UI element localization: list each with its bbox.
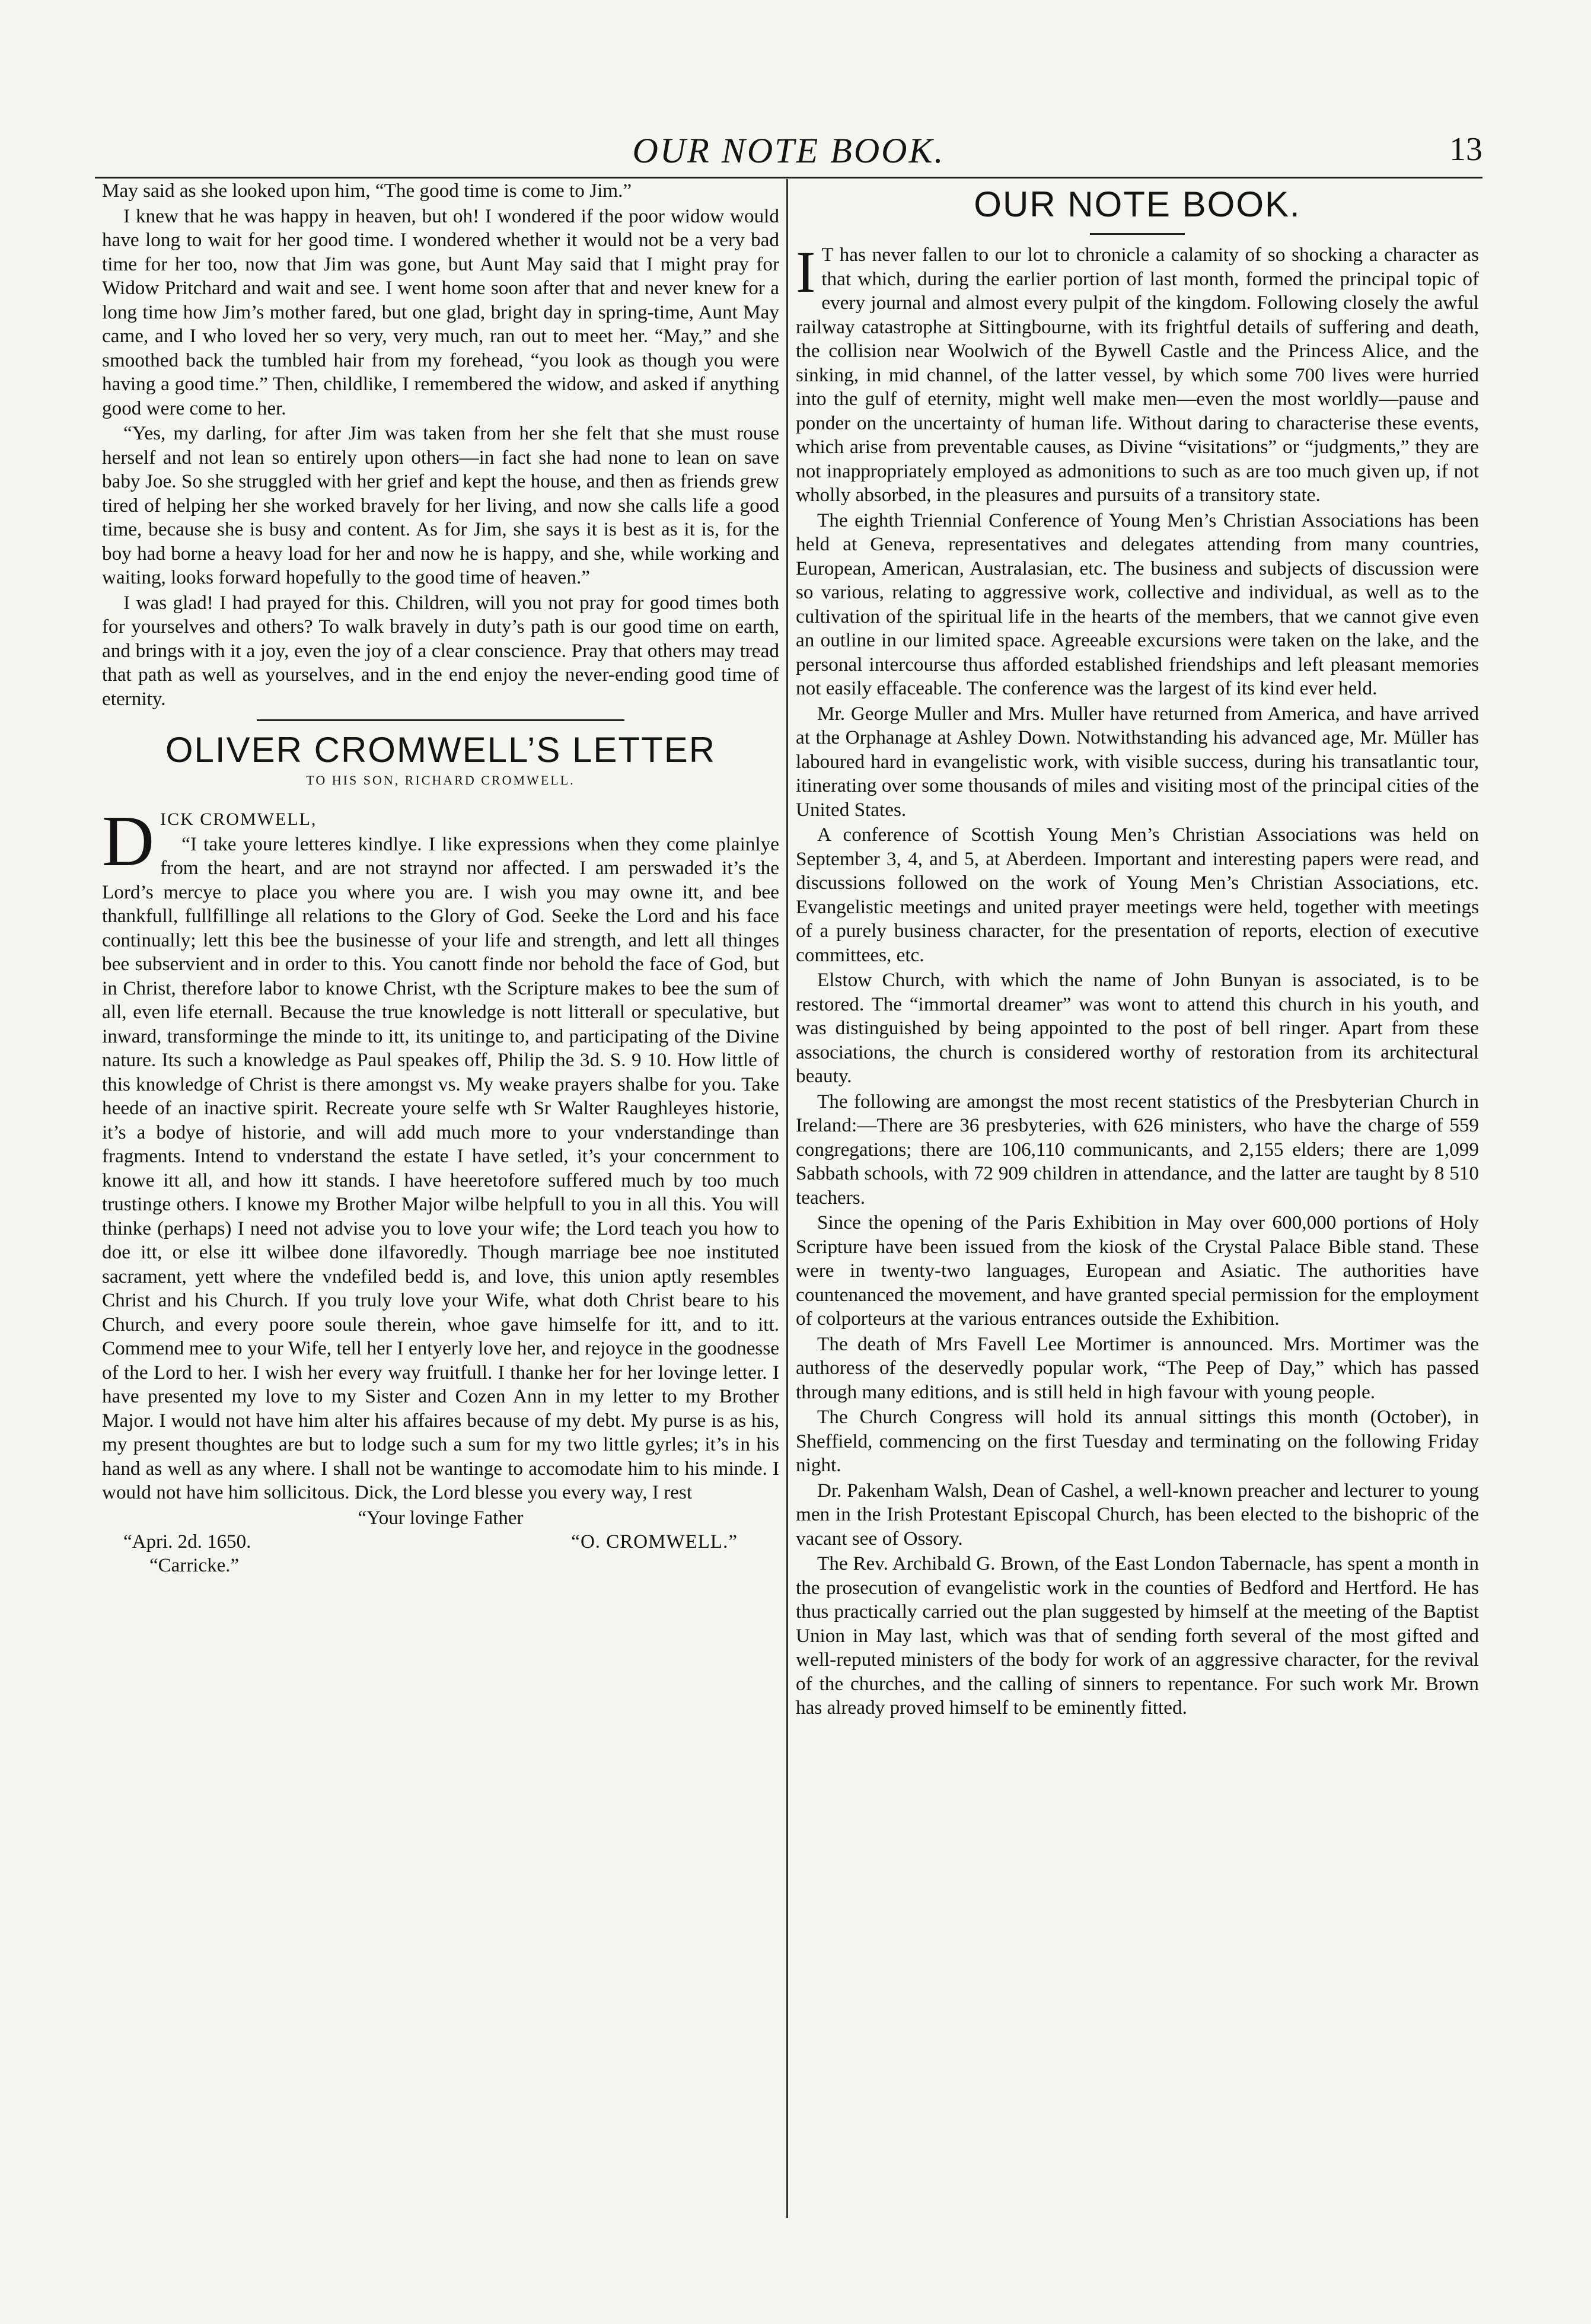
letter-closing: “Your lovinge Father [358, 1507, 524, 1529]
running-title: OUR NOTE BOOK. [632, 131, 945, 170]
note-paragraph-text: T has never fallen to our lot to chronicle a calamity of so shocking a character as that which, during the earlier portion of last month, formed the principal topic of every journal and almost every pulpit of the kingdom. Following closely the awful railway catastrophe at Sittingbourne, with its frightful details of suffering and death, the collision near Woolwich of the Bywell Castle and the Princess Alice, and the sinking, in mid channel, of the latter vessel, by which some 700 lives were hurried into the gulf of eternity, might well make men—even the most worldly—pause and ponder on the uncertainty of human life. Without daring to characterise these events, which arise from preventable causes, as Divine “visitations” or “judgments,” they are not inappropriately employed as admonitions to such as are too much given up, if not wholly absorbed, in the pleasures and pursuits of a transitory state. [796, 244, 1479, 506]
story-paragraph: I was glad! I had prayed for this. Children, will you not pray for good times both for yourselves and others? To walk bravely in duty’s path is our good time on earth, and brings with it a joy, even the joy of a clear conscience. Pray that others may tread that path as well as yourselves, and in the end enjoy the never-ending good time of eternity. [102, 591, 779, 710]
letter-place: “Carricke.” [149, 1555, 240, 1576]
note-dropcap: I [796, 239, 816, 305]
letter-body: “I take youre letteres kindlye. I like expressions when they come plainlye from the heart, and are not straynd nor affected. I am perswaded it’s the Lord’s mercye to place you where you are. I wish you may owne itt, and bee thankfull, fullfillinge all relations to the Glory of God. Seeke the Lord and his face continually; lett this bee the businesse of your life and strength, and lett all thinges bee subservient and in order to this. You canott finde nor behold the face of God, but in Christ, therefore labor to knowe Christ, wth the Scripture makes to bee the sum of all, even life eternall. Because the true knowledge is nott litterall or speculative, but inward, transforminge the minde to itt, its unitinge to, and participating of the Divine nature. Its such a knowledge as Paul speakes off, Philip the 3d. S. 9 10. How little of this knowledge of Christ is there amongst vs. My weake prayers shalbe for you. Take heede of an inactive spirit. Recreate youre selfe wth Sr Walter Raughleyes historie, it’s a bodye of historie, and will add much more to your vnderstandinge than fragments. Intend to vnderstand the estate I have setled, it’s your concernment to knowe itt all, and how itt stands. I have heeretofore suffered much by too much trustinge others. I knowe my Brother Major wilbe helpfull to you in all this. You will thinke (perhaps) I need not advise you to love your wife; the Lord teach you how to doe itt, or else itt wilbee done ilfavoredly. Though marriage bee noe instituted sacrament, yett where the vndefiled bedd is, and love, this union aptly resembles Christ and his Church. If you truly love your Wife, what doth Christ beare to his Church, and every poore soule therein, whoe gave himselfe for itt, and to itt. Commend mee to your Wife, tell her I entyerly love her, and rejoyce in the goodnesse of the Lord to her. I wish her every way fruitfull. I thanke her for her lovinge letter. I have presented my love to my Sister and Cozen Ann in my letter to my Brother Major. I would not have him alter his affaires because of my debt. My purse is as his, my present thoughtes are but to lodge such a sum for my two little gyrles; it’s in his hand as well as any where. I shall not be wantinge to accomodate him to his minde. I would not have him sollicitous. Dick, the Lord blesse you every way, I rest [102, 833, 779, 1503]
letter-closing-block [102, 1506, 779, 1578]
page-number: 13 [1449, 131, 1482, 168]
column-divider [786, 179, 788, 2218]
letter-title: OLIVER CROMWELL’S LETTER [165, 730, 716, 770]
note-paragraph: Dr. Pakenham Walsh, Dean of Cashel, a well-known preacher and lecturer to young men in the Irish Protestant Episcopal Church, has been elected to the bishopric of the vacant see of Ossory. [796, 1479, 1479, 1550]
letter-salutation: ICK CROMWELL, [160, 809, 317, 829]
note-paragraph: The Church Congress will hold its annual sittings this month (October), in Sheffield, commencing on the first Tuesday and terminating on the following Friday night. [796, 1406, 1479, 1476]
story-paragraph: I knew that he was happy in heaven, but oh! I wondered if the poor widow would have long to wait for her good time. I wondered whether it would not be a very bad time for her too, now that Jim was gone, but Aunt May said that I might pray for Widow Pritchard and wait and see. I went home soon after that and never knew for a long time how Jim’s mother fared, but one glad, bright day in spring-time, Aunt May came, and I who loved her so very, very much, ran out to meet her. “May,” and she smoothed back the tumbled hair from my forehead, “you look as though you were having a good time.” Then, childlike, I remembered the widow, and asked if anything good were come to her. [102, 205, 779, 419]
left-column [102, 179, 779, 2220]
right-column [796, 179, 1479, 2220]
note-paragraph: Mr. George Muller and Mrs. Muller have returned from America, and have arrived at the Orphanage at Ashley Down. Notwithstanding his advanced age, Mr. Müller has laboured hard in evangelistic work, with visible success, during his transatlantic tour, itinerating over some thousands of miles and visiting most of the principal cities of the United States. [796, 702, 1479, 821]
note-paragraph [796, 239, 1479, 508]
title-rule [1090, 233, 1185, 235]
story-paragraph: May said as she looked upon him, “The good time is come to Jim.” [102, 180, 632, 202]
note-paragraph: The death of Mrs Favell Lee Mortimer is announced. Mrs. Mortimer was the authoress of the deservedly popular work, “The Peep of Day,” which has passed through many editions, and is still held in high favour with young people. [796, 1332, 1479, 1403]
letter-date: “Apri. 2d. 1650. [123, 1531, 251, 1552]
letter-date-signature-row [102, 1530, 779, 1554]
note-paragraph: Since the opening of the Paris Exhibition in May over 600,000 portions of Holy Scripture have been issued from the kiosk of the Crystal Palace Bible stand. These were in twenty-two languages, European and Asiatic. The authorities have countenanced the movement, and have granted special permission for the employment of colporteurs at the various entrances outside the Exhibition. [796, 1212, 1479, 1330]
letter-signature: “O. CROMWELL.” [571, 1531, 738, 1552]
letter-opening [102, 801, 779, 881]
note-paragraph: A conference of Scottish Young Men’s Christian Associations was held on September 3, 4, and 5, at Aberdeen. Important and interesting papers were read, and discussions followed on the work of Young Men’s Christian Associations, etc. Evangelistic meetings and united prayer meetings were held, together with meetings of a purely business character, for the presentation of reports, election of executive committees, etc. [796, 824, 1479, 966]
note-paragraph: Elstow Church, with which the name of John Bunyan is associated, is to be restored. The “immortal dreamer” was wont to attend this church in his youth, and was distinguished by being appointed to the post of bell ringer. Apart from these associations, the church is considered worthy of restoration from its architectural beauty. [796, 969, 1479, 1087]
running-header [95, 126, 1482, 178]
letter-dropcap: D [102, 801, 155, 881]
note-paragraph: The Rev. Archibald G. Brown, of the East London Tabernacle, has spent a month in the prosecution of evangelistic work in the counties of Bedford and Hertford. He has thus practically carried out the plan suggested by himself at the meeting of the Baptist Union in May last, which was that of sending forth several of the most gifted and well-reputed ministers of the body for work of an aggressive character, for the revival of the churches, and the calling of sinners to repentance. For such work Mr. Brown has already proved himself to be eminently fitted. [796, 1552, 1479, 1719]
note-paragraph: The eighth Triennial Conference of Young Men’s Christian Associations has been held at Geneva, representatives and delegates attending from many countries, European, American, Australasian, etc. The business and subjects of discussion were so various, relating to aggressive work, collective and individual, as well as to the cultivation of the spiritual life in the hearts of the members, that we cannot give even an outline in our limited space. Agreeable excursions were taken on the lake, and the personal intercourse thus afforded established friendships and left pleasant memories not easily effaceable. The conference was the largest of its kind ever held. [796, 509, 1479, 699]
letter-subtitle: TO HIS SON, RICHARD CROMWELL. [306, 773, 575, 788]
section-title: OUR NOTE BOOK. [974, 184, 1301, 224]
story-paragraph: “Yes, my darling, for after Jim was taken from her she felt that she must rouse herself and not lean so entirely upon others—in fact she had none to lean on save baby Joe. So she struggled with her grief and kept the house, and then as friends grew tired of helping her she worked bravely for her living, and now she calls life a good time, because she is busy and content. As for Jim, she says it is best as it is, for the boy had borne a heavy load for her and now he is happy, and she, while working and waiting, looks forward hopefully to the good time of heaven.” [102, 422, 779, 588]
section-divider [257, 719, 624, 721]
note-paragraph: The following are amongst the most recent statistics of the Presbyterian Church in Ireland:—There are 36 presbyteries, with 626 ministers, who have the charge of 559 congregations; there are 106,110 communicants, and 2,155 elders; there are 1,099 Sabbath schools, with 72 909 children in attendance, and the latter are taught by 8 510 teachers. [796, 1090, 1479, 1209]
